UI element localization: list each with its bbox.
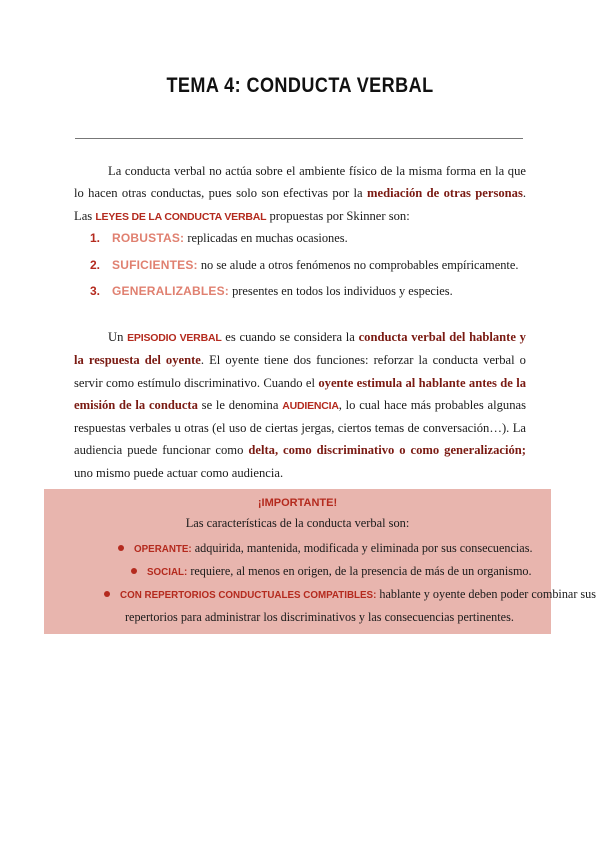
feature-name: CON REPERTORIOS CONDUCTUALES COMPATIBLES: xyxy=(120,590,377,601)
important-box xyxy=(44,489,597,634)
text: es cuando se considera la xyxy=(221,330,359,344)
text: , lo cual hace más probables algunas respuestas verbales u otras (el uso de ciertas jergas, ciertos temas de conversación…). La audiencia puede funcionar como xyxy=(74,397,526,458)
list-item xyxy=(90,254,530,281)
laws-list xyxy=(90,227,530,307)
keyword-audience: AUDIENCIA xyxy=(282,399,339,412)
feature-name: SOCIAL: xyxy=(147,567,188,578)
episode-paragraph xyxy=(74,326,526,484)
list-number: 2. xyxy=(90,257,101,272)
keyword-laws: LEYES DE LA CONDUCTA VERBAL xyxy=(95,210,267,223)
feature-name: OPERANTE: xyxy=(134,544,192,555)
list-item xyxy=(44,560,600,584)
page-title: TEMA 4: CONDUCTA VERBAL xyxy=(166,74,434,97)
feature-desc: hablante y oyente deben poder combinar sus xyxy=(376,587,597,601)
emphasis-mediation: mediación de otras personas xyxy=(367,186,523,201)
feature-desc-continued: repertorios para administrar los discriminativos y las consecuencias pertinentes. xyxy=(125,610,514,624)
emphasis-listener: oyente estimula al hablante antes de la emisión de la conducta xyxy=(74,375,526,412)
law-name: GENERALIZABLES: xyxy=(112,284,229,298)
important-title: ¡IMPORTANTE! xyxy=(257,497,338,509)
text: se le denomina xyxy=(197,397,283,412)
text: . El oyente tiene dos funciones: reforzar la conducta verbal o servir como estímulo discriminativo. Cuando el xyxy=(74,353,526,390)
bullet-icon xyxy=(118,545,124,551)
list-item xyxy=(44,583,600,607)
emphasis-conduct: conducta verbal del hablante y la respuesta del oyente xyxy=(74,330,526,368)
text: Un xyxy=(108,330,128,344)
text: La conducta verbal no actúa sobre el ambiente físico de la misma forma en la que lo hacen otras conductas, pues solo son efectivas por la xyxy=(74,164,526,201)
important-intro: Las características de la conducta verbal son: xyxy=(185,516,410,530)
law-desc: presentes en todos los individuos y especies. xyxy=(229,284,453,298)
text: uno mismo puede actuar como audiencia. xyxy=(74,465,284,480)
list-number: 3. xyxy=(90,284,101,298)
intro-paragraph xyxy=(74,160,526,228)
list-item xyxy=(90,280,530,307)
list-number: 1. xyxy=(90,231,101,245)
bullet-icon xyxy=(131,568,137,574)
feature-desc: requiere, al menos en origen, de la presencia de más de un organismo. xyxy=(187,564,532,578)
text: propuestas por Skinner son: xyxy=(266,208,410,223)
keyword-episode: EPISODIO VERBAL xyxy=(127,332,222,344)
law-desc: no se alude a otros fenómenos no comprobables empíricamente. xyxy=(197,257,519,272)
emphasis-delta: delta, como discriminativo o como generalización; xyxy=(248,443,526,458)
law-name: ROBUSTAS: xyxy=(112,231,185,245)
law-desc: replicadas en muchas ocasiones. xyxy=(184,231,348,245)
title-divider xyxy=(75,138,523,139)
text: . Las xyxy=(74,186,526,223)
law-name: SUFICIENTES: xyxy=(112,257,198,272)
feature-desc: adquirida, mantenida, modificada y eliminada por sus consecuencias. xyxy=(191,541,533,555)
list-item xyxy=(44,537,600,561)
list-item xyxy=(90,227,530,254)
bullet-icon xyxy=(104,591,110,597)
